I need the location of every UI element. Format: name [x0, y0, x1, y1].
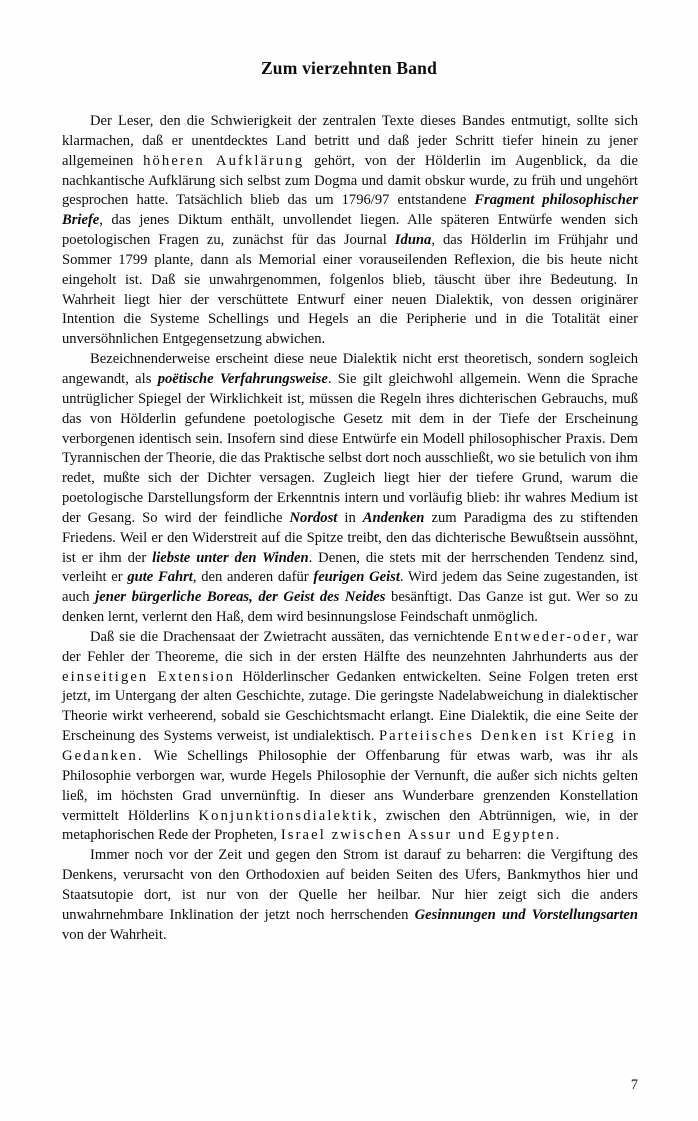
text-run: Daß sie die Drachensaat der Zwietracht aussäten, das vernichtende: [90, 628, 494, 645]
paragraph: [62, 846, 638, 945]
text-run: , den anderen dafür: [192, 569, 314, 586]
emphasis-italic: gute Fahrt: [127, 569, 193, 586]
page-number: 7: [630, 1077, 638, 1093]
text-run: besänftigt. Das Ganze ist gut. Wer so zu denken lernt, verlernt den Haß, dem wird besinnungslose Feindschaft unmöglich.: [62, 589, 638, 626]
emphasis-italic: Iduna: [394, 232, 432, 249]
emphasis-letterspaced: Israel zwischen Assur und Egypten.: [280, 827, 562, 844]
emphasis-letterspaced: Parteiisches Denken ist Krieg in Gedanken.: [62, 728, 639, 764]
emphasis-italic: Andenken: [362, 509, 425, 526]
emphasis-italic: feurigen Geist: [313, 569, 400, 586]
paragraph: [62, 350, 638, 628]
text-run: gehört, von der Hölderlin im Augenblick, da die nachkantische Aufklärung sich selbst zum Dogma und damit obskur wurde, zu früh und ungehört gesprochen hatte. Tatsächlich blieb das um 1796/97 entstandene: [62, 152, 638, 209]
text-run: , war der Fehler der Theoreme, die sich in der ersten Hälfte des neunzehnten Jahrhunderts aus der: [62, 628, 638, 665]
text-run: zum Paradigma des zu stiftenden Friedens. Weil er den Widerstreit auf die Spitze treibt, den das dichterische Bewußtsein aussöhnt, ist er ihm der: [62, 509, 638, 566]
text-run: Hölderlinscher Gedanken entwickelten. Seine Folgen treten erst jetzt, im Untergang der alten Geschichte, zutage. Die geringste Nadelabweichung in dialektischer Theorie wirkt verheerend, sobald sie Geschichtsmacht erlangt. Eine Dialektik, die eine Seite der Erscheinung des Systems verweist, ist undialektisch.: [62, 668, 638, 745]
text-run: , zwischen den Abtrünnigen, wie, in der metaphorischen Rede der Propheten,: [62, 807, 639, 844]
page-title: Zum vierzehnten Band: [260, 57, 438, 78]
text-run: . Denen, die stets mit der herrschenden Tendenz sind, verleiht er: [62, 549, 638, 586]
text-run: von der Wahrheit.: [62, 926, 167, 943]
text-run: Der Leser, den die Schwierigkeit der zentralen Texte dieses Bandes entmutigt, sollte sich klarmachen, daß er unentdecktes Land betritt und daß jeder Schritt tiefer hinein zu jener allgemeinen: [62, 113, 638, 169]
emphasis-letterspaced: einseitigen Extension: [62, 668, 236, 685]
text-run: Immer noch vor der Zeit und gegen den Strom ist darauf zu beharren: die Vergiftung des Denkens, verursacht von den Orthodoxien auf beiden Seiten des Ufers, Bankmythos hier und Staatsutopie dort, ist nur von der Quelle her heilbar. Nur hier zeigt sich die anders unwahrnehmbare Inklination der jetzt noch herrschenden: [62, 847, 638, 923]
text-run: in: [337, 509, 363, 526]
emphasis-italic: Gesinnungen und Vorstellungsarten: [414, 906, 638, 923]
text-run: , das jenes Diktum enthält, unvollendet liegen. Alle späteren Entwürfe wenden sich poetologischen Fragen zu, zunächst für das Journal: [62, 212, 638, 249]
emphasis-letterspaced: Entweder-oder: [493, 628, 608, 645]
emphasis-italic: Fragment philosophischer Briefe: [62, 192, 638, 229]
emphasis-italic: poëtische Verfahrungsweise: [157, 370, 328, 387]
body-text-column: [62, 112, 638, 945]
emphasis-italic: liebste unter den Winden: [152, 549, 309, 566]
text-run: , das Hölderlin im Frühjahr und Sommer 1799 plante, dann als Memorial einer vorauseilenden Reflexion, die bis heute nicht eingeholt ist. Daß sie unwahrgenommen, folgenlos blieb, täuscht über ihre Bedeutung. In Wahrheit liegt hier der verschüttete Entwurf einer neuen Dialektik, von dessen originärer Intention die Systeme Schellings und Hegels an die Peripherie und in die Totalität einer unversöhnlichen Entgegensetzung abwichen.: [62, 232, 638, 348]
paragraph: [62, 628, 638, 846]
emphasis-letterspaced: Konjunktionsdialektik: [198, 807, 374, 824]
text-run: Bezeichnenderweise erscheint diese neue Dialektik nicht erst theoretisch, sondern sogleich angewandt, als: [62, 351, 638, 387]
text-run: . Sie gilt gleichwohl allgemein. Wenn die Sprache untrüglicher Spiegel der Wirklichkeit ist, müssen die Regeln ihres dichterischen Gebrauchs, muß das von Hölderlin gefundene poetologische Gesetz mit dem in der Tiefe der Erscheinung verborgenen identisch sein. Insofern sind diese Entwürfe ein Modell philosophischer Praxis. Dem Tyrannischen der Theorie, die das Praktische selbst dort noch ausschließt, wo sie betulich von ihm redet, mußte sich der Dichter versagen. Zugleich liegt hier der tiefere Grund, warum die poetologische Darstellungsform der Erkenntnis intern und vorläufig blieb: ihr wahres Medium ist der Gesang. So wird der feindliche: [62, 370, 639, 526]
text-run: . Wird jedem das Seine zugestanden, ist auch: [62, 569, 638, 606]
paragraph: [62, 112, 638, 350]
emphasis-italic: Nordost: [289, 509, 338, 526]
emphasis-italic: jener bürgerliche Boreas, der Geist des Neides: [95, 589, 386, 606]
emphasis-letterspaced: höheren Aufklärung: [143, 152, 305, 169]
text-run: Wie Schellings Philosophie der Offenbarung für etwas warb, was ihr als Philosophie verborgen war, wurde Hegels Philosophie der Vernunft, die außer sich nichts gelten ließ, im höchsten Grad unvernünftig. In dieser ans Wunderbare grenzenden Konstellation vermittelt Hölderlins: [62, 748, 638, 824]
